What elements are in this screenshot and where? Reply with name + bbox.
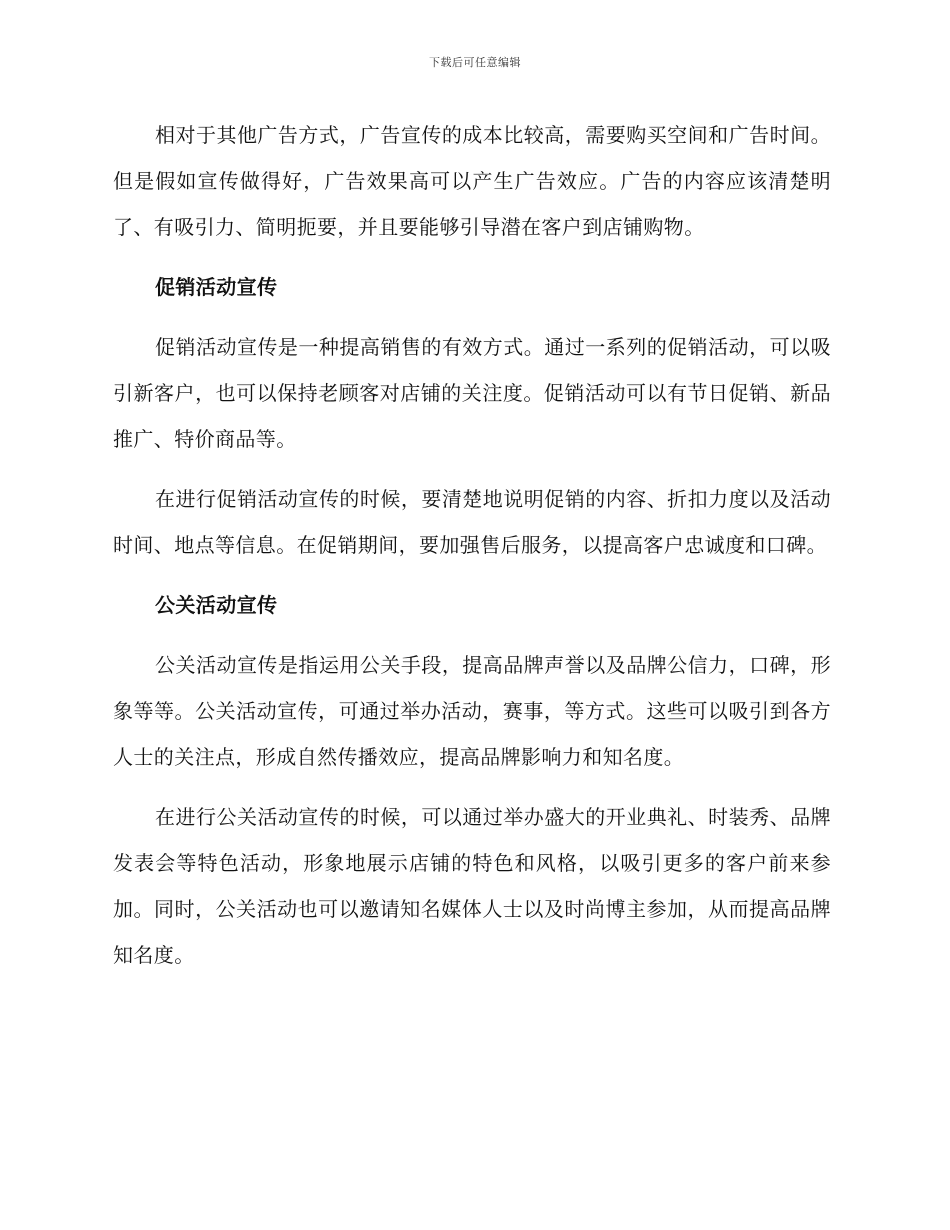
paragraph-ad-cost: 相对于其他广告方式，广告宣传的成本比较高，需要购买空间和广告时间。但是假如宣传做得好，广告效果高可以产生广告效应。广告的内容应该清楚明了、有吸引力、简明扼要，并且要能够引导潜在客户到店铺购物。 [113, 123, 831, 239]
heading-promotion: 促销活动宣传 [155, 275, 278, 299]
paragraph-pr-details: 在进行公关活动宣传的时候，可以通过举办盛大的开业典礼、时装秀、品牌发表会等特色活动，形象地展示店铺的特色和风格，以吸引更多的客户前来参加。同时，公关活动也可以邀请知名媒体人士以及时尚博主参加，从而提高品牌知名度。 [113, 805, 831, 967]
paragraph-pr-intro: 公关活动宣传是指运用公关手段，提高品牌声誉以及品牌公信力，口碑，形象等等。公关活动宣传，可通过举办活动，赛事，等方式。这些可以吸引到各方人士的关注点，形成自然传播效应，提高品牌影响力和知名度。 [113, 653, 831, 769]
document-body [113, 112, 831, 978]
paragraph-promotion-details: 在进行促销活动宣传的时候，要清楚地说明促销的内容、折扣力度以及活动时间、地点等信息。在促销期间，要加强售后服务，以提高客户忠诚度和口碑。 [113, 487, 831, 557]
heading-pr: 公关活动宣传 [155, 593, 278, 617]
page-header: 下载后可任意编辑 [429, 56, 521, 69]
paragraph-promotion-intro: 促销活动宣传是一种提高销售的有效方式。通过一系列的促销活动，可以吸引新客户，也可以保持老顾客对店铺的关注度。促销活动可以有节日促销、新品推广、特价商品等。 [113, 335, 831, 451]
